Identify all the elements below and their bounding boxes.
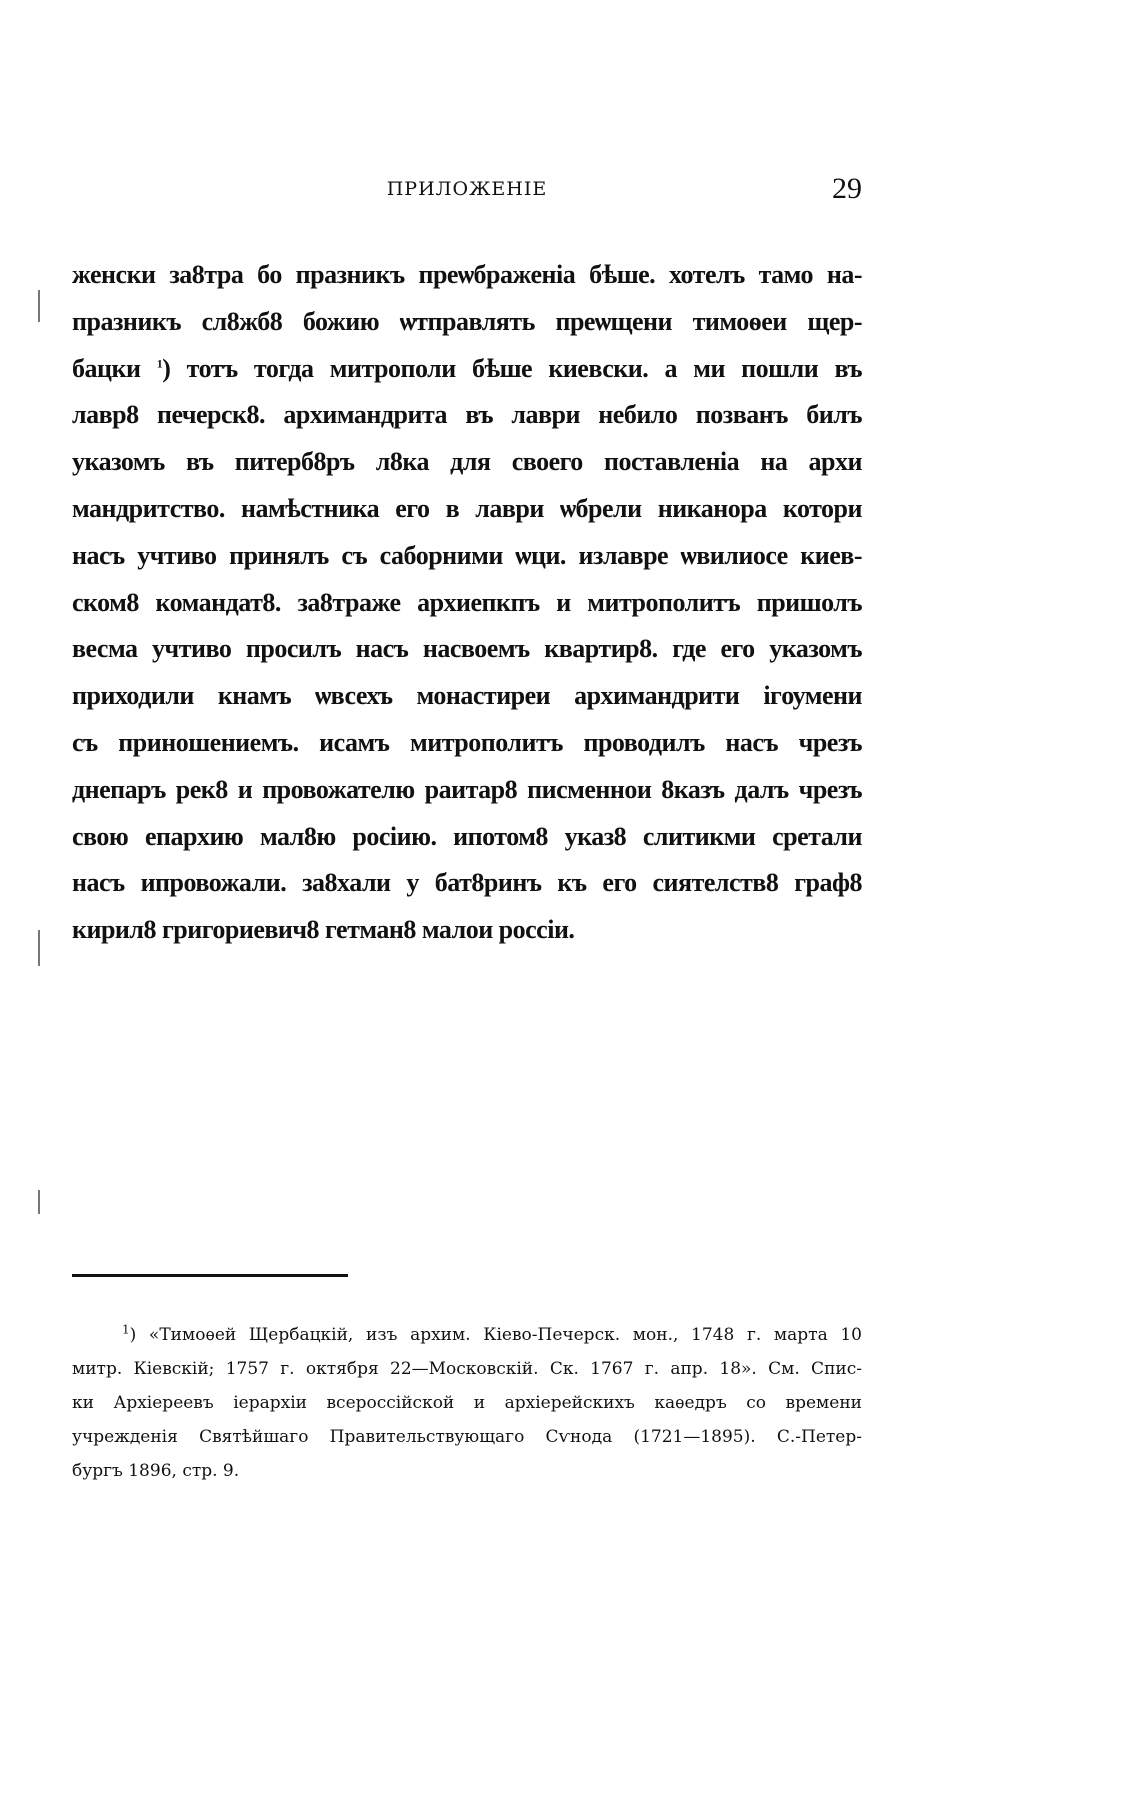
footnote-line: ки Архіереевъ іерархіи всероссійской и архіерейскихъ каѳедръ со времени (72, 1393, 862, 1413)
text-line (72, 346, 862, 393)
text-segment: бацки (72, 353, 141, 383)
footnote-line: учрежденія Святѣйшаго Правительствующаго Сѵнода (1721—1895). С.-Петер- (72, 1427, 862, 1447)
text-line: указомъ въ питерб8ръ л8ка для своего поставленіа на архи (72, 447, 862, 477)
text-line: женски за8тра бо празникъ преѡбраженіа бѣше. хотелъ тамо на- (72, 260, 862, 289)
text-line: свою епархию мал8ю росіию. ипотом8 указ8 слитикми сретали (72, 821, 862, 851)
page-number: 29 (832, 172, 862, 205)
text-line: насъ ипровожали. за8хали у бат8ринъ къ его сиятелств8 граф8 (72, 868, 862, 898)
margin-mark (38, 290, 40, 322)
text-segment: ) «Тимоѳей Щербацкій, изъ архим. Кіево-Печерск. мон., 1748 г. марта 10 (129, 1325, 862, 1345)
text-line: весма учтиво просилъ насъ насвоемъ квартир8. где его указомъ (72, 634, 862, 664)
footnote-line: бургъ 1896, стр. 9. (72, 1461, 240, 1481)
text-line: лавр8 печерск8. архимандрита въ лаври небило позванъ билъ (72, 400, 862, 430)
text-line: съ приношениемъ. исамъ митрополитъ проводилъ насъ чрезъ (72, 727, 862, 757)
margin-mark (38, 1190, 40, 1214)
footnote-line (72, 1318, 862, 1352)
text-line: насъ учтиво принялъ съ саборними ѡци. излавре ѡвилиосе киев- (72, 540, 862, 570)
text-line: ском8 командат8. за8траже архиепкпъ и митрополитъ пришолъ (72, 587, 862, 617)
footnote-line: митр. Кіевскій; 1757 г. октября 22—Московскій. Ск. 1767 г. апр. 18». См. Спис- (72, 1359, 862, 1379)
text-line: приходили кнамъ ѡвсехъ монастиреи архимандрити ігѹмени (72, 681, 862, 711)
footnote-reference: 1 (156, 355, 163, 370)
footnote-rule (72, 1274, 348, 1277)
text-segment: ) тотъ тогда митрополи бѣше киевски. а ми пошли въ (162, 353, 862, 383)
footnote (72, 1318, 862, 1488)
text-line: кирил8 григориевич8 гетман8 малои россіи. (72, 915, 575, 945)
margin-mark (38, 930, 40, 966)
running-title: ПРИЛОЖЕНІЕ (386, 178, 548, 200)
text-line: празникъ сл8жб8 божию ѡтправлять преѡщени тимоѳеи щер- (72, 306, 862, 336)
body-text (72, 252, 862, 954)
footnote-marker: 1 (122, 1322, 130, 1337)
text-line: днепаръ рек8 и провожателю раитар8 писменнои 8казъ далъ чрезъ (72, 774, 862, 804)
running-head (72, 172, 862, 212)
text-line: мандритство. намѣстника его в лаври ѡбрели никанора котори (72, 493, 862, 523)
